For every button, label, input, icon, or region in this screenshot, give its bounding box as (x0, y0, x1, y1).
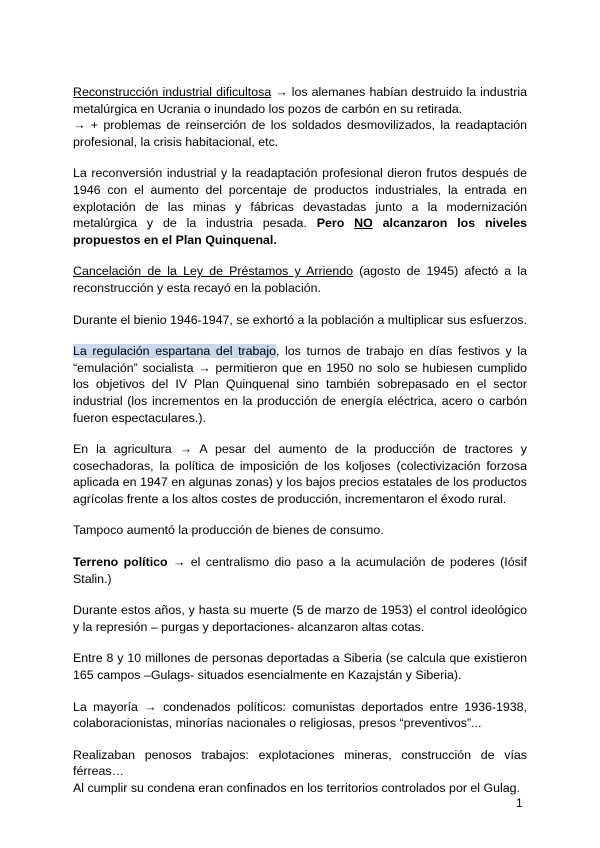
bold-text-pre: Pero (316, 216, 355, 231)
paragraph-text: los alemanes habían destruido la industria metalúrgica en Ucrania o inundado los pozos de carbón en su retirada. (73, 85, 527, 116)
underlined-heading: Cancelación de la Ley de Préstamos y Arriendo (73, 264, 353, 279)
bold-heading: Terreno político (73, 555, 168, 570)
paragraph-terreno-politico (73, 554, 527, 587)
paragraph-bienio (73, 312, 527, 329)
paragraph-text: La mayoría → condenados políticos: comunistas deportados entre 1936-1938, colaboracionistas, minorías nacionales o religiosas, presos “preventivos”... (73, 699, 527, 731)
page-number: 1 (516, 796, 523, 810)
paragraph-text: , los turnos de trabajo en días festivos y la “emulación” socialista → permitieron que en 1950 no solo se hubiesen cumplido los objetivos del IV Plan Quinquenal sino también sobrepasado en el sector industrial (los incrementos en la producción de energía eléctrica, acero o carbón fueron espectaculares.). (73, 344, 527, 425)
paragraph-text: Entre 8 y 10 millones de personas deportadas a Siberia (se calcula que existieron 165 campos –Gulags- situados esencialmente en Kazajstán y Siberia). (73, 651, 527, 683)
paragraph-text: (agosto de 1945) afectó a la reconstrucción y esta recayó en la población. (73, 264, 527, 295)
paragraph-text: → el centralismo dio paso a la acumulación de poderes (Iósif Stalin.) (73, 555, 527, 586)
paragraph-cancelacion (73, 263, 527, 296)
paragraph-agricultura (73, 441, 527, 507)
paragraph-text: Al cumplir su condena eran confinados en los territorios controlados por el Gulag. (73, 781, 520, 795)
paragraph-reconstruccion (73, 84, 527, 150)
paragraph-text: Realizaban penosos trabajos: explotaciones mineras, construcción de vías férreas… (73, 747, 527, 779)
paragraph-mayoria (73, 699, 527, 732)
arrow-symbol: → (271, 85, 292, 99)
bold-underlined-no: NO (354, 216, 373, 231)
paragraph-reconversion (73, 165, 527, 248)
document-body (73, 84, 527, 812)
paragraph-text: En la agricultura → A pesar del aumento de la producción de tractores y cosechadoras, la política de imposición de los koljoses (colectivización forzosa aplicada en 1947 en algunas zonas) y los bajos precios estatales de los productos agrícolas frente a los altos costes de producción, incrementaron el éxodo rural. (73, 442, 527, 506)
paragraph-trabajos (73, 747, 527, 797)
paragraph-text: Durante el bienio 1946-1947, se exhortó a la población a multiplicar sus esfuerzos. (73, 312, 527, 327)
paragraph-bienes-consumo (73, 522, 527, 539)
paragraph-deportados (73, 650, 527, 683)
paragraph-regulacion (73, 343, 527, 426)
paragraph-text: Durante estos años, y hasta su muerte (5 de marzo de 1953) el control ideológico y la represión – purgas y deportaciones- alcanzaron altas cotas. (73, 603, 527, 634)
highlighted-text: La regulación espartana del trabajo (73, 344, 276, 359)
underlined-heading: Reconstrucción industrial dificultosa (73, 85, 272, 99)
bold-text-post: alcanzaron los niveles propuestos en el Plan Quinquenal. (73, 216, 527, 247)
paragraph-text: → + problemas de reinserción de los soldados desmovilizados, la readaptación profesional, la crisis habitacional, etc. (73, 118, 527, 149)
paragraph-represion (73, 602, 527, 635)
paragraph-text: Tampoco aumentó la producción de bienes de consumo. (73, 523, 384, 538)
paragraph-text: La reconversión industrial y la readaptación profesional dieron frutos después de 1946 con el aumento del porcentaje de productos industriales, la entrada en explotación de las minas y fábricas devastadas junto a la modernización metalúrgica y de la industria pesada. (73, 166, 527, 231)
